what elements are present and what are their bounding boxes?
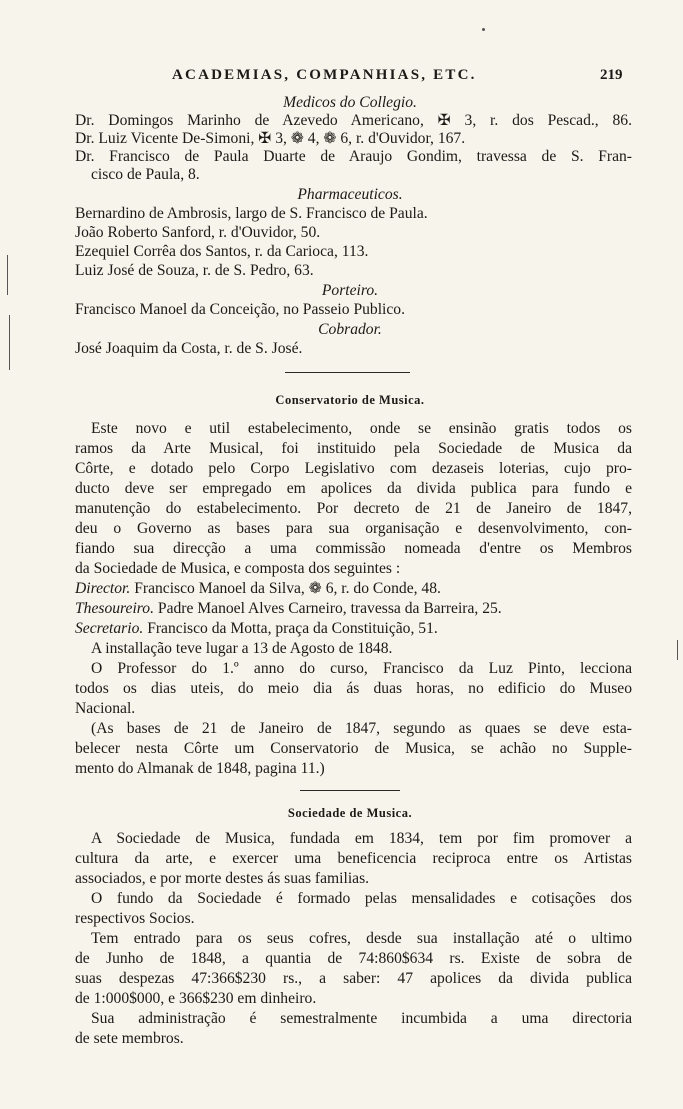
medico-line: cisco de Paula, 8. [91,166,200,183]
pharmaceutico-line: Luiz José de Souza, r. de S. Pedro, 63. [75,262,314,279]
note-line: belecer nesta Côrte um Conservatorio de Musica, se achão no Supple- [75,740,632,757]
professor-line: todos os dias uteis, do meio dia ás duas horas, no edificio do Museo [75,680,632,697]
officer-thesoureiro [75,600,502,618]
sociedade-line: respectivos Socios. [75,910,195,927]
conservatorio-paragraph-line: deu o Governo as bases para sua organisação e desenvolvimento, con- [75,520,632,537]
conservatorio-paragraph-line: da Sociedade de Musica, e composta dos seguintes : [75,560,401,577]
sociedade-line: de 1:000$000, e 366$230 em dinheiro. [75,990,317,1007]
medico-line: Dr. Francisco de Paula Duarte de Araujo Gondim, travessa de S. Fran- [75,148,632,165]
section-divider [285,372,410,373]
heading-medicos: Medicos do Collegio. [283,94,417,111]
heading-cobrador: Cobrador. [318,321,382,338]
margin-mark-left-lower [9,315,10,370]
margin-mark-right [677,640,678,660]
installation-line: A installação teve lugar a 13 de Agosto de 1848. [91,640,393,657]
note-line: mento do Almanak de 1848, pagina 11.) [75,760,325,777]
conservatorio-paragraph-line: manutenção do estabelecimento. Por decreto de 21 de Janeiro de 1847, [75,500,632,517]
officer-text: Padre Manoel Alves Carneiro, travessa da Barreira, 25. [157,600,502,617]
margin-mark-left [7,255,8,295]
officer-role: Director. [75,580,131,597]
note-line: (As bases de 21 de Janeiro de 1847, segundo as quaes se deve esta- [91,720,632,737]
sociedade-line: de Junho de 1848, a quantia de 74:860$634 rs. Existe de sobra de [75,950,632,967]
heading-conservatorio: Conservatorio de Musica. [275,393,425,407]
heading-pharmaceuticos: Pharmaceuticos. [297,186,403,203]
officer-director [75,580,441,598]
officer-secretario [75,620,438,638]
conservatorio-paragraph-line: ramos da Arte Musical, foi instituido pela Sociedade de Musica da [75,440,632,457]
porteiro-line: Francisco Manoel da Conceição, no Passeio Publico. [75,301,405,318]
heading-porteiro: Porteiro. [321,282,379,299]
page-number: 219 [600,67,623,83]
sociedade-line: A Sociedade de Musica, fundada em 1834, tem por fim promover a [91,830,632,847]
medico-line: Dr. Luiz Vicente De-Simoni, ✠ 3, ❁ 4, ❁ 6, r. d'Ouvidor, 167. [75,130,466,147]
margin-dot-top [482,28,485,31]
professor-line: O Professor do 1.º anno do curso, Francisco da Luz Pinto, lecciona [91,660,632,677]
sociedade-line: associados, e por morte destes ás suas familias. [75,870,370,887]
sociedade-line: suas despezas 47:366$230 rs., a saber: 47 apolices da divida publica [75,970,632,987]
conservatorio-paragraph-line: Côrte, e dotado pelo Corpo Legislativo com dezaseis loterias, cujo pro- [75,460,632,477]
sociedade-line: cultura da arte, e exercer uma beneficencia reciproca entre os Artistas [75,850,632,867]
heading-sociedade: Sociedade de Musica. [287,806,413,820]
professor-line: Nacional. [75,700,136,717]
sociedade-line: Sua administração é semestralmente incumbida a uma directoria [91,1010,632,1027]
sociedade-line: de sete membros. [75,1030,184,1047]
conservatorio-paragraph-line: ducto deve ser empregado em apolices da divida publica para fundo e [75,480,632,497]
sociedade-line: Tem entrado para os seus cofres, desde sua installação até o ultimo [91,930,632,947]
officer-text: Francisco da Motta, praça da Constituição, 51. [147,620,438,637]
officer-role: Thesoureiro. [75,600,154,617]
pharmaceutico-line: Ezequiel Corrêa dos Santos, r. da Carioca, 113. [75,243,369,260]
officer-role: Secretario. [75,620,144,637]
pharmaceutico-line: João Roberto Sanford, r. d'Ouvidor, 50. [75,224,321,241]
cobrador-line: José Joaquim da Costa, r. de S. José. [75,340,303,357]
section-divider [300,790,400,791]
pharmaceutico-line: Bernardino de Ambrosis, largo de S. Francisco de Paula. [75,205,428,222]
running-header: ACADEMIAS, COMPANHIAS, ETC. [172,67,477,83]
conservatorio-paragraph-line: Este novo e util estabelecimento, onde se ensinão gratis todos os [91,420,632,437]
conservatorio-paragraph-line: fiando sua direcção a uma commissão nomeada d'entre os Membros [75,540,632,557]
medico-line: Dr. Domingos Marinho de Azevedo Americano, ✠ 3, r. dos Pescad., 86. [75,112,632,129]
sociedade-line: O fundo da Sociedade é formado pelas mensalidades e cotisações dos [91,890,632,907]
officer-text: Francisco Manoel da Silva, ❁ 6, r. do Conde, 48. [134,580,441,597]
